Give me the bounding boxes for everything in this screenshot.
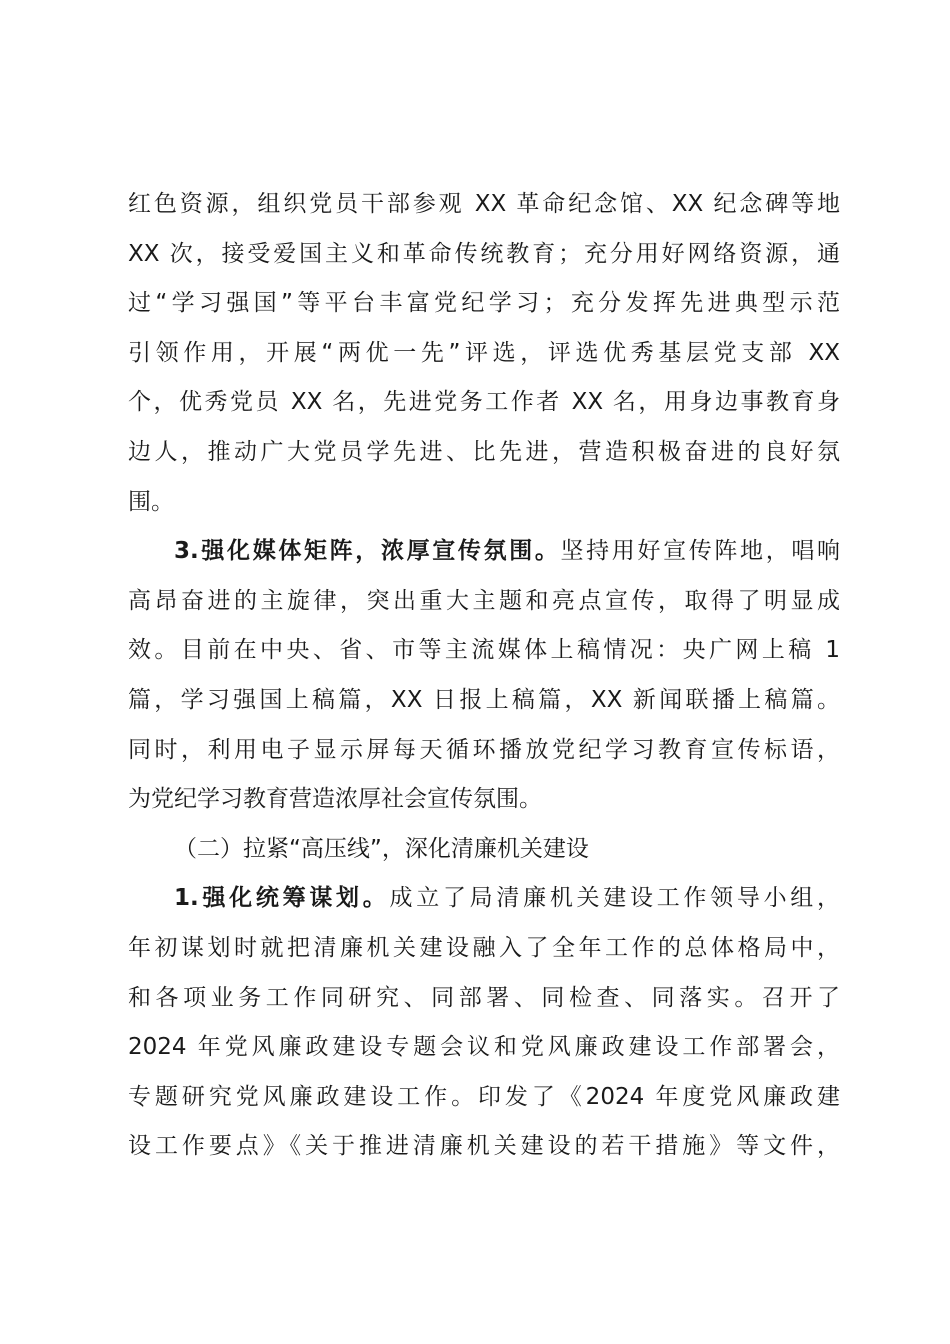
item-1-text: 成立了局清廉机关建设工作领导小组，	[389, 885, 840, 912]
paragraph-line: 和各项业务工作同研究、同部署、同检查、同落实。召开了	[128, 984, 840, 1011]
paragraph-line: 红色资源，组织党员干部参观 XX 革命纪念馆、XX 纪念碑等地	[128, 191, 840, 217]
paragraph-line: 为党纪学习教育营造浓厚社会宣传氛围。	[128, 786, 542, 813]
paragraph-line: 年初谋划时就把清廉机关建设融入了全年工作的总体格局中，	[128, 934, 840, 961]
section-heading: （二）拉紧“高压线”，深化清廉机关建设	[174, 835, 589, 862]
paragraph-line: 围。	[128, 488, 174, 515]
item-1-first-line	[128, 874, 840, 924]
item-1-heading: 1.强化统筹谋划。	[174, 885, 390, 912]
item-3-text: 坚持用好宣传阵地，唱响	[560, 538, 841, 565]
paragraph-line: 篇，学习强国上稿篇，XX 日报上稿篇，XX 新闻联播上稿篇。	[128, 686, 840, 713]
paragraph-line: 边人，推动广大党员学先进、比先进，营造积极奋进的良好氛	[128, 438, 840, 465]
paragraph-line: 效。目前在中央、省、市等主流媒体上稿情况：央广网上稿 1	[128, 637, 840, 664]
paragraph-line: 设工作要点》《关于推进清廉机关建设的若干措施》等文件，	[128, 1133, 840, 1160]
paragraph-line: 2024 年党风廉政建设专题会议和党风廉政建设工作部署会，	[128, 1034, 840, 1061]
item-3-first-line	[128, 527, 840, 577]
paragraph-line: 过“学习强国”等平台丰富党纪学习；充分发挥先进典型示范	[128, 290, 840, 317]
document-body	[128, 180, 840, 1172]
item-3-heading: 3.强化媒体矩阵，浓厚宣传氛围。	[174, 538, 561, 565]
paragraph-line: 同时，利用电子显示屏每天循环播放党纪学习教育宣传标语，	[128, 736, 840, 763]
paragraph-line: 专题研究党风廉政建设工作。印发了《2024 年度党风廉政建	[128, 1083, 840, 1110]
paragraph-line: 个，优秀党员 XX 名，先进党务工作者 XX 名，用身边事教育身	[128, 389, 840, 416]
paragraph-line: 引领作用，开展“两优一先”评选，评选优秀基层党支部 XX	[128, 339, 840, 366]
paragraph-line: 高昂奋进的主旋律，突出重大主题和亮点宣传，取得了明显成	[128, 587, 840, 614]
paragraph-line: XX 次，接受爱国主义和革命传统教育；充分用好网络资源，通	[128, 240, 840, 267]
